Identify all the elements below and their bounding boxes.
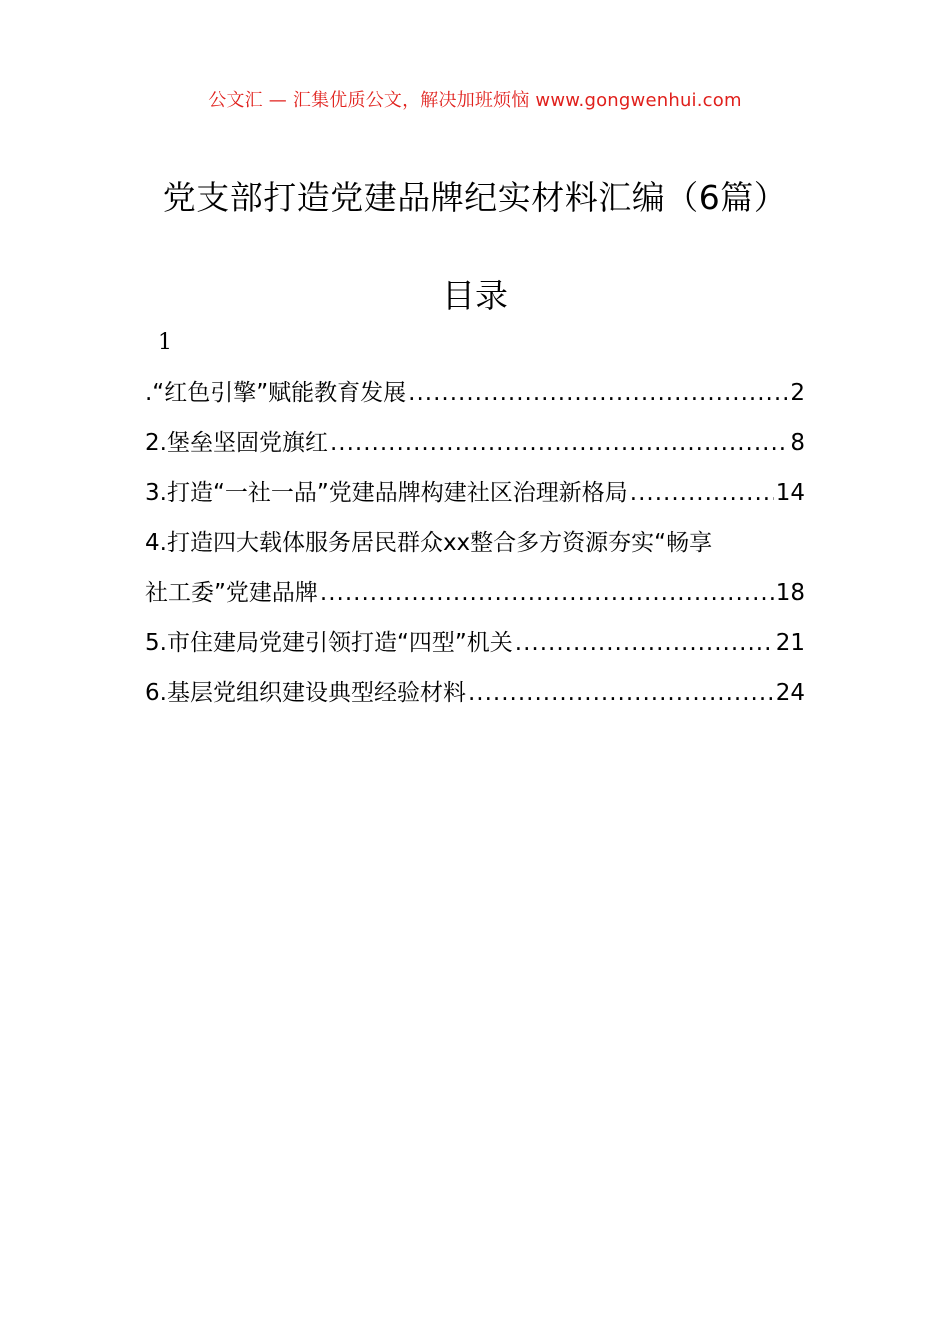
toc-leader-dots <box>630 480 774 506</box>
toc-leader-dots <box>330 430 788 456</box>
toc-first-number: 1 <box>158 330 172 355</box>
toc-entry-continuation[interactable] <box>145 574 805 624</box>
toc-entry-title: 4.打造四大载体服务居民群众xx整合多方资源夯实“畅享 <box>145 530 713 556</box>
toc-entry[interactable] <box>145 424 805 474</box>
watermark-header: 公文汇 — 汇集优质公文，解决加班烦恼 www.gongwenhui.com <box>208 90 742 111</box>
toc-leader-dots <box>468 680 774 706</box>
toc-entry[interactable] <box>145 624 805 674</box>
toc-entry[interactable] <box>145 474 805 524</box>
toc-entry-title: 5.市住建局党建引领打造“四型”机关 <box>145 630 513 656</box>
toc-entry-title: .“红色引擎”赋能教育发展 <box>145 380 407 406</box>
toc-entry[interactable] <box>145 674 805 724</box>
toc-heading: 目录 <box>442 276 508 315</box>
toc-entry-page: 21 <box>775 630 805 656</box>
toc-leader-dots <box>320 580 774 606</box>
toc-entry-page: 18 <box>775 580 805 606</box>
toc-entry-title: 6.基层党组织建设典型经验材料 <box>145 680 466 706</box>
toc-entry-page: 14 <box>775 480 805 506</box>
toc-entry[interactable] <box>145 524 805 574</box>
toc-entry[interactable] <box>145 374 805 424</box>
table-of-contents <box>145 374 805 724</box>
toc-entry-title: 社工委”党建品牌 <box>145 580 318 606</box>
toc-entry-page: 8 <box>790 430 805 456</box>
toc-entry-title: 2.堡垒坚固党旗红 <box>145 430 328 456</box>
toc-leader-dots <box>408 380 788 406</box>
toc-entry-page: 24 <box>775 680 805 706</box>
toc-leader-dots <box>515 630 774 656</box>
toc-entry-page: 2 <box>790 380 805 406</box>
document-title: 党支部打造党建品牌纪实材料汇编（6篇） <box>162 178 788 217</box>
toc-entry-title: 3.打造“一社一品”党建品牌构建社区治理新格局 <box>145 480 628 506</box>
